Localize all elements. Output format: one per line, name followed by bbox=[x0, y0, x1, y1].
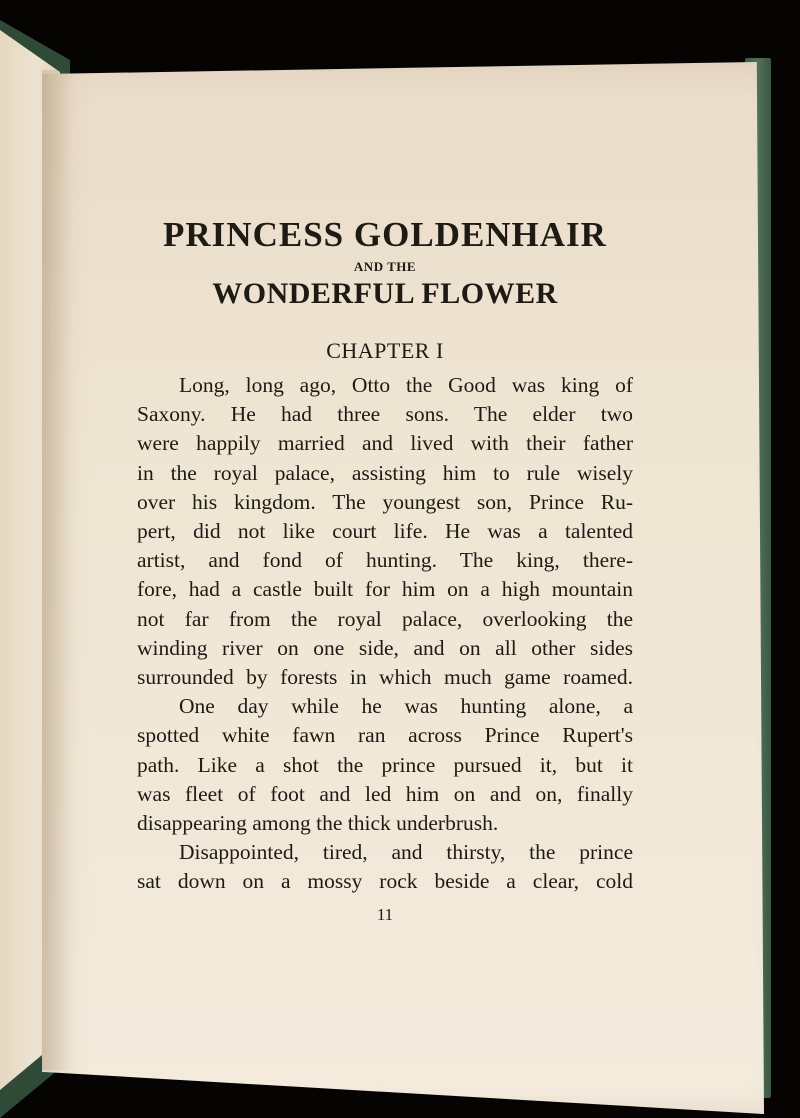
chapter-heading: CHAPTER I bbox=[326, 338, 444, 363]
title-line-1: PRINCESS GOLDENHAIR bbox=[163, 215, 607, 254]
text-line: sat down on a mossy rock beside a clear, cold bbox=[137, 869, 633, 894]
page-content bbox=[137, 215, 633, 925]
gutter-shadow bbox=[42, 70, 72, 1070]
text-line: disappearing among the thick underbrush. bbox=[137, 811, 499, 836]
text-line: One day while he was hunting alone, a bbox=[179, 694, 633, 719]
text-line: winding river on one side, and on all other sides bbox=[137, 635, 633, 660]
page-number: 11 bbox=[376, 904, 394, 924]
text-line: were happily married and lived with their father bbox=[137, 431, 633, 456]
paragraph-3 bbox=[137, 838, 633, 896]
title-connector: AND THE bbox=[353, 259, 417, 274]
text-line: surrounded by forests in which much game roamed. bbox=[137, 665, 633, 690]
text-line: was fleet of foot and led him on and on, finally bbox=[137, 781, 633, 806]
text-line: in the royal palace, assisting him to rule wisely bbox=[137, 460, 633, 485]
text-line: Disappointed, tired, and thirsty, the prince bbox=[179, 840, 633, 865]
title-line-2: WONDERFUL FLOWER bbox=[212, 277, 558, 310]
text-line: fore, had a castle built for him on a high mountain bbox=[137, 577, 633, 602]
text-line: Long, long ago, Otto the Good was king of bbox=[179, 373, 633, 397]
text-line: artist, and fond of hunting. The king, there- bbox=[137, 548, 633, 573]
text-line: pert, did not like court life. He was a talented bbox=[137, 519, 633, 544]
text-line: path. Like a shot the prince pursued it, but it bbox=[137, 752, 633, 777]
text-line: not far from the royal palace, overlooking the bbox=[137, 606, 633, 631]
text-line: over his kingdom. The youngest son, Prince Ru- bbox=[137, 489, 633, 514]
paragraph-2 bbox=[137, 692, 633, 838]
paragraph-1 bbox=[137, 371, 633, 692]
text-line: Saxony. He had three sons. The elder two bbox=[137, 402, 633, 427]
text-line: spotted white fawn ran across Prince Rupert's bbox=[137, 723, 633, 748]
